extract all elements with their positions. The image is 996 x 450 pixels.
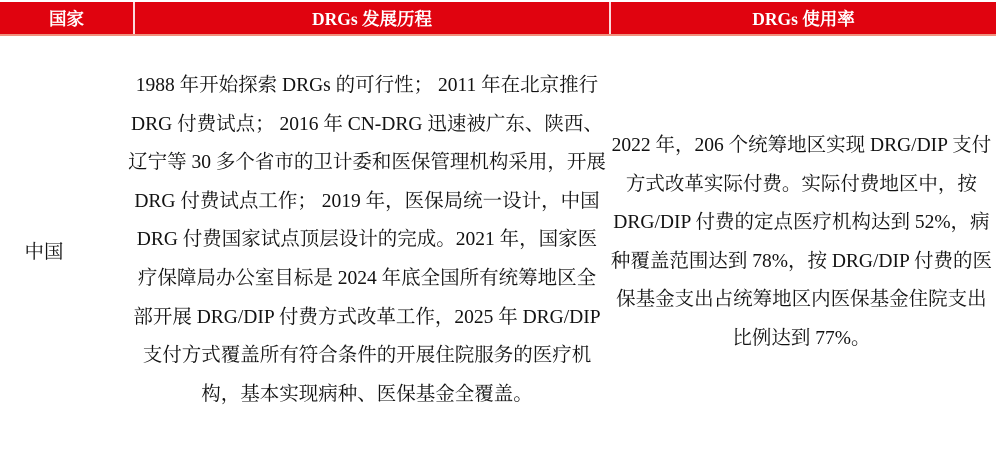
cell-usage: [606, 36, 996, 448]
history-line: 部开展 DRG/DIP 付费方式改革工作，2025 年 DRG/DIP: [133, 306, 601, 328]
table-body-row: [0, 36, 996, 448]
history-line: 1988 年开始探索 DRGs 的可行性； 2011 年在北京推行: [135, 75, 599, 96]
history-line: DRG 付费试点； 2016 年 CN-DRG 迅速被广东、陕西、: [131, 113, 603, 135]
history-line: DRG 付费国家试点顶层设计的完成。2021 年，国家医: [136, 229, 598, 251]
header-cell-usage: DRGs 使用率: [752, 8, 855, 29]
usage-line: 保基金支出占统筹地区内医保基金住院支出: [616, 289, 987, 311]
header-cell-country: 国家: [0, 2, 135, 34]
table-header-row: [0, 2, 996, 36]
usage-line: DRG/DIP 付费的定点医疗机构达到 52%，病: [613, 212, 990, 234]
usage-line: 种覆盖范围达到 78%，按 DRG/DIP 付费的医: [610, 250, 992, 272]
cell-country: [0, 36, 128, 448]
usage-line: 比例达到 77%。: [732, 327, 871, 349]
usage-line: 方式改革实际付费。实际付费地区中，按: [625, 173, 977, 195]
history-line: 构，基本实现病种、医保基金全覆盖。: [201, 383, 533, 405]
history-line: 疗保障局办公室目标是 2024 年底全国所有统筹地区全: [137, 267, 597, 289]
history-line: 辽宁等 30 多个省市的卫计委和医保管理机构采用，开展: [128, 152, 606, 174]
cell-history: [128, 36, 606, 448]
usage-line: 2022 年，206 个统筹地区实现 DRG/DIP 支付: [611, 135, 992, 156]
header-cell-history: DRGs 发展历程: [135, 2, 611, 34]
history-line: DRG 付费试点工作； 2019 年，医保局统一设计，中国: [134, 190, 600, 212]
country-label: 中国: [24, 241, 64, 263]
history-line: 支付方式覆盖所有符合条件的开展住院服务的医疗机: [142, 345, 592, 367]
